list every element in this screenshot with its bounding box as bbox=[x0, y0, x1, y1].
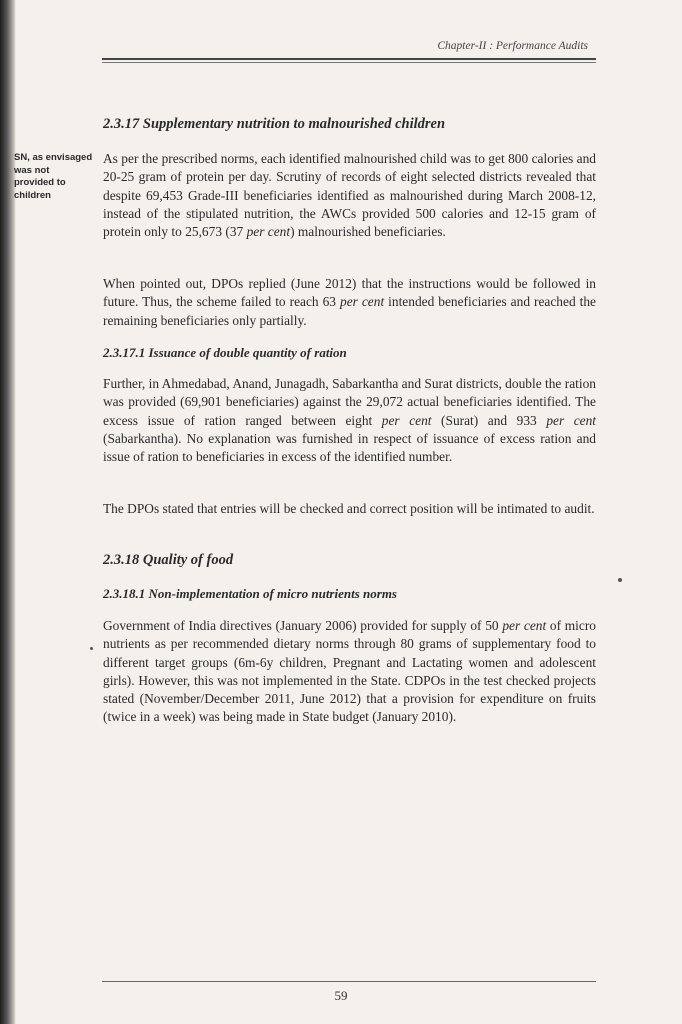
footer-rule bbox=[102, 981, 596, 982]
speck bbox=[618, 578, 622, 582]
section-heading-2-3-18: 2.3.18 Quality of food bbox=[103, 552, 234, 568]
speck bbox=[90, 647, 93, 650]
subsection-heading-2-3-18-1: 2.3.18.1 Non-implementation of micro nutrients norms bbox=[103, 586, 397, 601]
header-rule bbox=[102, 58, 596, 63]
margin-note-line: SN, as envisaged bbox=[14, 152, 93, 163]
paragraph: Further, in Ahmedabad, Anand, Junagadh, Sabarkantha and Surat districts, double the ration was provided (69,901 beneficiaries) against the 29,072 actual beneficiaries identified. The excess issue of ration ranged between eight per cent (Surat) and 933 per cent (Sabarkantha). No explanation was furnished in respect of issuance of excess ration and issue of ration to beneficiaries in excess of the identified number. bbox=[103, 376, 597, 465]
running-header: Chapter-II : Performance Audits bbox=[437, 40, 588, 52]
margin-note-line: provided to bbox=[14, 177, 66, 188]
margin-note bbox=[14, 152, 100, 202]
section-heading-2-3-17: 2.3.17 Supplementary nutrition to malnourished children bbox=[103, 116, 446, 132]
margin-note-line: was not bbox=[14, 164, 50, 176]
margin-note-line: children bbox=[14, 189, 51, 201]
paragraph: When pointed out, DPOs replied (June 2012) that the instructions would be followed in future. Thus, the scheme failed to reach 63 per cent intended beneficiaries and reached the remaining beneficiaries only partially. bbox=[103, 276, 597, 328]
subsection-heading-2-3-17-1: 2.3.17.1 Issuance of double quantity of ration bbox=[103, 345, 347, 360]
paragraph: As per the prescribed norms, each identified malnourished child was to get 800 calories and 20-25 gram of protein per day. Scrutiny of records of eight selected districts revealed that despite 69,453 Grade-III beneficiaries identified as malnourished during March 2008-12, instead of the stipulated nutrition, the AWCs provided 500 calories and 12-15 gram of protein only to 25,673 (37 per cent) malnourished beneficiaries. bbox=[103, 151, 596, 240]
page-number: 59 bbox=[334, 988, 348, 1003]
paragraph: The DPOs stated that entries will be checked and correct position will be intimated to audit. bbox=[103, 501, 595, 516]
paragraph: Government of India directives (January 2006) provided for supply of 50 per cent of micro nutrients as per recommended dietary norms through 80 grams of supplementary food to different target groups (6m-6y children, Pregnant and Lactating women and adolescent girls). However, this was not implemented in the State. CDPOs in the test checked projects stated (November/December 2011, June 2012) that a provision for expenditure on fruits (twice in a week) was being made in State budget (January 2010). bbox=[103, 618, 597, 725]
